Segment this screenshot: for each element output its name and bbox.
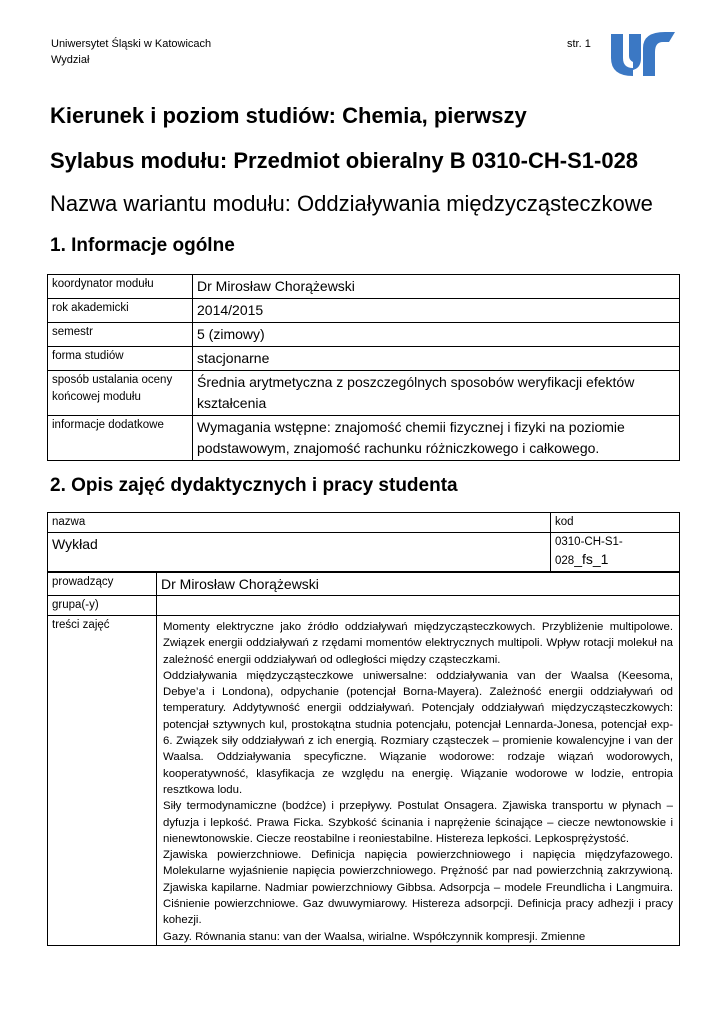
tresci-paragraph: Zjawiska powierzchniowe. Definicja napięcia powierzchniowego i napięcia międzyfazowego. Molekularne wyjaśnienie napięcia powierzchniowego. Prężność par nad powierzchnią zakrzywioną. Zjawiska kapilarne. Nadmiar powierzchniowy Gibbsa. Adsorpcja – modele Freundlicha i Langmuira. Ciśnienie powierzchniowe. Gaz dwuwymiarowy. Histereza adsorpcji. Definicja pracy adhezji i pracy kohezji. <box>163 849 673 927</box>
section2-heading: 2. Opis zajęć dydaktycznych i pracy studenta <box>50 475 458 496</box>
prowadzacy-label: prowadzący <box>48 573 157 596</box>
class-code-suffix: _fs_1 <box>574 551 609 567</box>
class-name: Wykład <box>48 533 551 572</box>
class-code-line2: 028 <box>555 555 575 567</box>
section1-heading: 1. Informacje ogólne <box>50 235 235 256</box>
class-code-line1: 0310-CH-S1- <box>555 536 623 548</box>
class-details-table <box>47 572 680 946</box>
page-header <box>51 36 211 68</box>
table-row <box>48 275 680 299</box>
info-value: 2014/2015 <box>193 299 680 323</box>
wariant-title: Nazwa wariantu modułu: Oddziaływania międzycząsteczkowe <box>50 191 653 216</box>
tresci-label: treści zajęć <box>48 616 157 946</box>
classes-table <box>47 512 680 572</box>
table-row <box>48 299 680 323</box>
tresci-paragraph: Siły termodynamiczne (bodźce) i przepływy. Postulat Onsagera. Zjawiska transportu w płynach – dyfuzja i lepkość. Prawa Ficka. Szybkość ścinania i naprężenie ścinające – ciecze newtonowskie i nienewtonowskie. Ciecze reostabilne i reoniestabilne. Histereza lepkości. Lepkosprężystość. <box>163 800 673 845</box>
page-number: str. 1 <box>567 38 591 50</box>
info-label: koordynator modułu <box>48 275 193 299</box>
column-header-kod: kod <box>551 513 680 533</box>
info-label: informacje dodatkowe <box>48 416 193 461</box>
info-value: Wymagania wstępne: znajomość chemii fizycznej i fizyki na poziomie podstawowym, znajomość rachunku różniczkowego i całkowego. <box>193 416 680 461</box>
general-info-table <box>47 274 680 461</box>
sylabus-title: Sylabus modułu: Przedmiot obieralny B 0310-CH-S1-028 <box>50 148 639 173</box>
kierunek-title: Kierunek i poziom studiów: Chemia, pierwszy <box>50 103 527 128</box>
table-row <box>48 416 680 461</box>
grupa-label: grupa(-y) <box>48 596 157 616</box>
info-value: Średnia arytmetyczna z poszczególnych sposobów weryfikacji efektów kształcenia <box>193 371 680 416</box>
table-row <box>48 371 680 416</box>
info-label: rok akademicki <box>48 299 193 323</box>
table-row <box>48 533 680 572</box>
prowadzacy-value: Dr Mirosław Chorążewski <box>157 573 680 596</box>
tresci-content <box>157 616 680 946</box>
table-row <box>48 347 680 371</box>
grupa-value <box>157 596 680 616</box>
info-value: Dr Mirosław Chorążewski <box>193 275 680 299</box>
class-code <box>551 533 680 572</box>
faculty-name: Wydział <box>51 54 90 66</box>
table-header-row <box>48 513 680 533</box>
tresci-paragraph: Oddziaływania międzycząsteczkowe uniwersalne: oddziaływania van der Waalsa (Keesoma, Debye’a i Londona), odpychanie (potencjał Borna-Mayera). Zależność energii oddziaływań od temperatury. Addytywność energii oddziaływań. Potencjały oddziaływań międzycząsteczkowych: potencjał sztywnych kul, prostokątna studnia potencjału, potencjał Lennarda-Jonesa, potencjał exp-6. Związek siły oddziaływań z ich energią. Rozmiary cząsteczek – promienie kowalencyjne i van der Waalsa. Oddziaływania specyficzne. Wiązanie wodorowe: rodzaje wiązań wodorowych, kooperatywność, klasyfikacja ze względu na energię. Wiązanie wodorowe w lodzie, entropia resztkowa lodu. <box>163 669 673 796</box>
column-header-nazwa: nazwa <box>48 513 551 533</box>
info-label: semestr <box>48 323 193 347</box>
table-row <box>48 323 680 347</box>
tresci-paragraph: Momenty elektryczne jako źródło oddziaływań międzycząsteczkowych. Przybliżenie multipolowe. Związek energii oddziaływań z rzędami momentów elektrycznych multipoli. Wpływ rotacji molekuł na zależność energii oddziaływań od odległości między cząsteczkami. <box>163 621 673 666</box>
info-label: forma studiów <box>48 347 193 371</box>
info-value: 5 (zimowy) <box>193 323 680 347</box>
table-row <box>48 596 680 616</box>
table-row <box>48 573 680 596</box>
university-name: Uniwersytet Śląski w Katowicach <box>51 38 212 50</box>
table-row <box>48 616 680 946</box>
info-value: stacjonarne <box>193 347 680 371</box>
university-logo-icon <box>609 28 677 82</box>
tresci-paragraph: Gazy. Równania stanu: van der Waalsa, wirialne. Współczynnik kompresji. Zmienne <box>163 930 586 943</box>
info-label: sposób ustalania oceny końcowej modułu <box>48 371 193 416</box>
